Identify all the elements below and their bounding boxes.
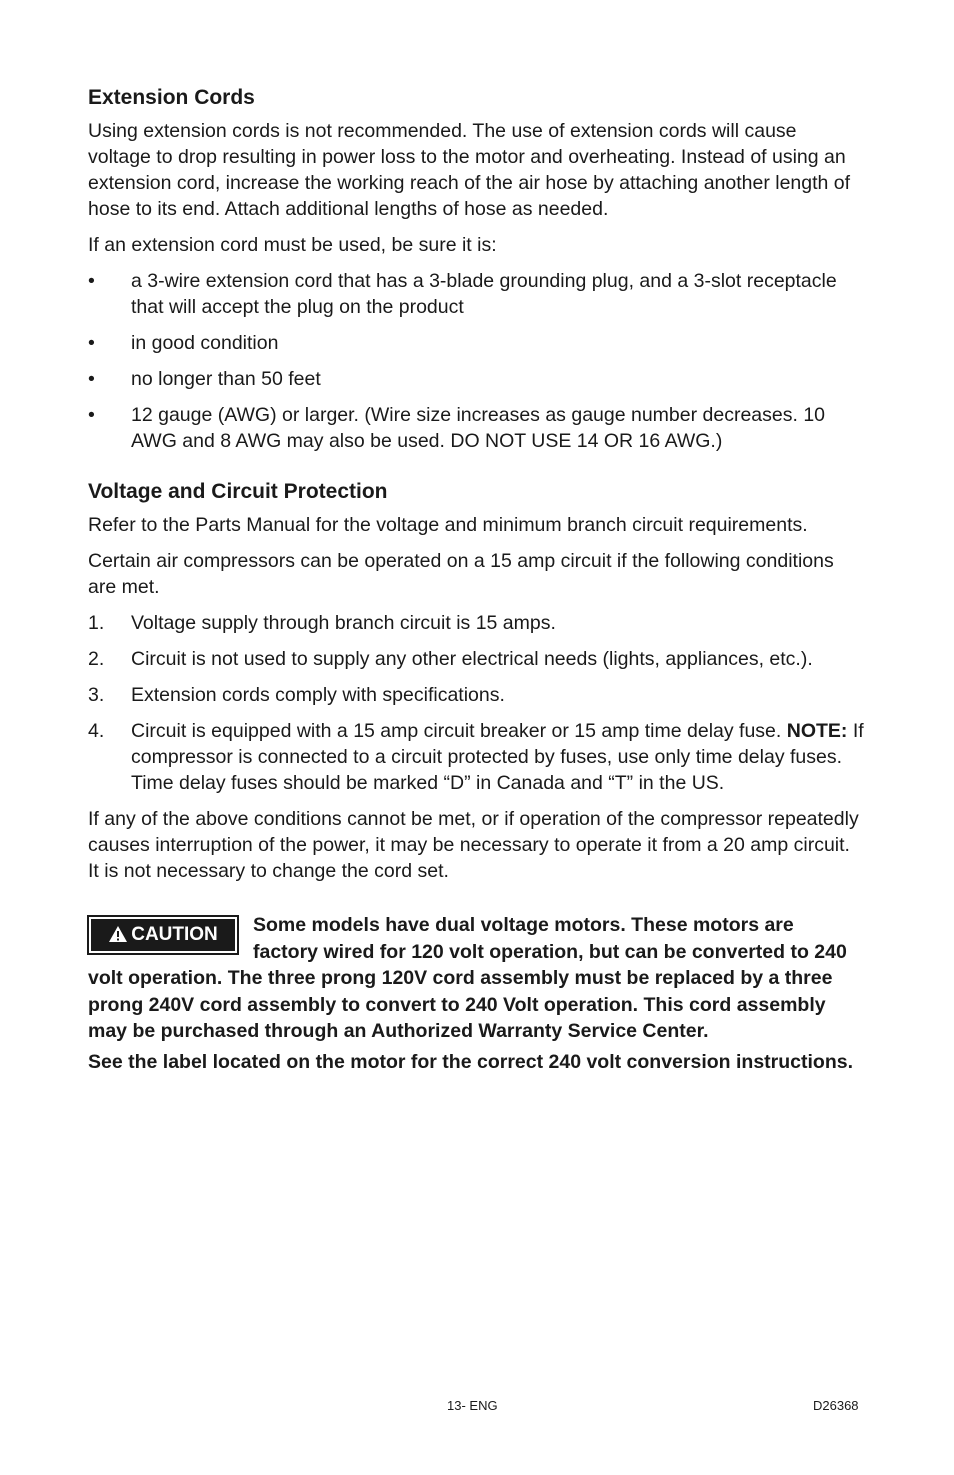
list-item: [88, 682, 864, 708]
list-item: [88, 268, 864, 320]
note-label: NOTE:: [786, 720, 848, 742]
caution-paragraph-1: Some models have dual voltage motors. These motors are factory wired for 120 volt operation, but can be converted to 240 volt operation. The three prong 120V cord assembly must be replaced by a three prong 240V cord assembly to convert to 240 Volt operation. This cord assembly may be purchased through an Authorized Warranty Service Center.: [88, 914, 847, 1042]
caution-paragraph-2: See the label located on the motor for the correct 240 volt conversion instructions.: [88, 1050, 854, 1073]
list-item-text: Circuit is not used to supply any other electrical needs (lights, appliances, etc.).: [131, 648, 813, 670]
voltage-section: [88, 478, 864, 884]
list-item-text: Voltage supply through branch circuit is 15 amps.: [131, 612, 556, 634]
list-item-text: no longer than 50 feet: [131, 368, 321, 390]
list-item-text: 12 gauge (AWG) or larger. (Wire size increases as gauge number decreases. 10 AWG and 8 AWG may also be used. DO NOT USE 14 OR 16 AWG.): [131, 404, 826, 452]
list-item-text: Circuit is equipped with a 15 amp circuit breaker or 15 amp time delay fuse.: [131, 720, 787, 742]
list-number: 1.: [88, 612, 105, 634]
list-number: 4.: [88, 720, 105, 742]
extension-cords-paragraph: Using extension cords is not recommended. The use of extension cords will cause voltage to drop resulting in power loss to the motor and overheating. Instead of using an extension cord, increase the working reach of the air hose by attaching another length of hose to its end. Attach additional lengths of hose as needed.: [88, 120, 851, 220]
list-item-text: a 3-wire extension cord that has a 3-blade grounding plug, and a 3-slot receptacle that will accept the plug on the product: [131, 270, 837, 318]
page-number: 13- ENG: [447, 1398, 498, 1413]
section-heading-voltage: Voltage and Circuit Protection: [88, 480, 388, 503]
voltage-paragraph-1: Refer to the Parts Manual for the voltage and minimum branch circuit requirements.: [88, 514, 808, 536]
list-item: [88, 402, 864, 454]
manual-page: [88, 84, 864, 1079]
list-item: [88, 330, 864, 356]
list-item-text: If compressor is connected to a circuit protected by fuses, use only time delay fuses. Time delay fuses should be marked “D” in Canada and “T” in the US.: [131, 720, 864, 794]
bullet-marker: •: [88, 368, 95, 390]
list-item: [88, 646, 864, 672]
list-number: 2.: [88, 648, 105, 670]
section-heading-extension-cords: Extension Cords: [88, 86, 255, 109]
list-number: 3.: [88, 684, 105, 706]
extension-cord-requirements-list: [88, 268, 864, 454]
bullet-marker: •: [88, 270, 95, 292]
circuit-conditions-list: [88, 610, 864, 796]
list-item: [88, 610, 864, 636]
voltage-paragraph-3: If any of the above conditions cannot be met, or if operation of the compressor repeatedly causes interruption of the power, it may be necessary to operate it from a 20 amp circuit. It is not necessary to change the cord set.: [88, 808, 859, 882]
list-item: [88, 718, 864, 796]
caution-label: CAUTION: [131, 924, 218, 945]
warning-triangle-icon: [108, 925, 128, 943]
voltage-paragraph-2: Certain air compressors can be operated on a 15 amp circuit if the following conditions are met.: [88, 550, 834, 598]
caution-badge: [91, 919, 235, 951]
document-code: D26368: [813, 1398, 859, 1413]
bullet-marker: •: [88, 404, 95, 426]
list-item-text: Extension cords comply with specifications.: [131, 684, 505, 706]
list-item-text: in good condition: [131, 332, 279, 354]
caution-block: [88, 912, 864, 1075]
list-item: [88, 366, 864, 392]
extension-cords-intro: If an extension cord must be used, be sure it is:: [88, 234, 497, 256]
bullet-marker: •: [88, 332, 95, 354]
